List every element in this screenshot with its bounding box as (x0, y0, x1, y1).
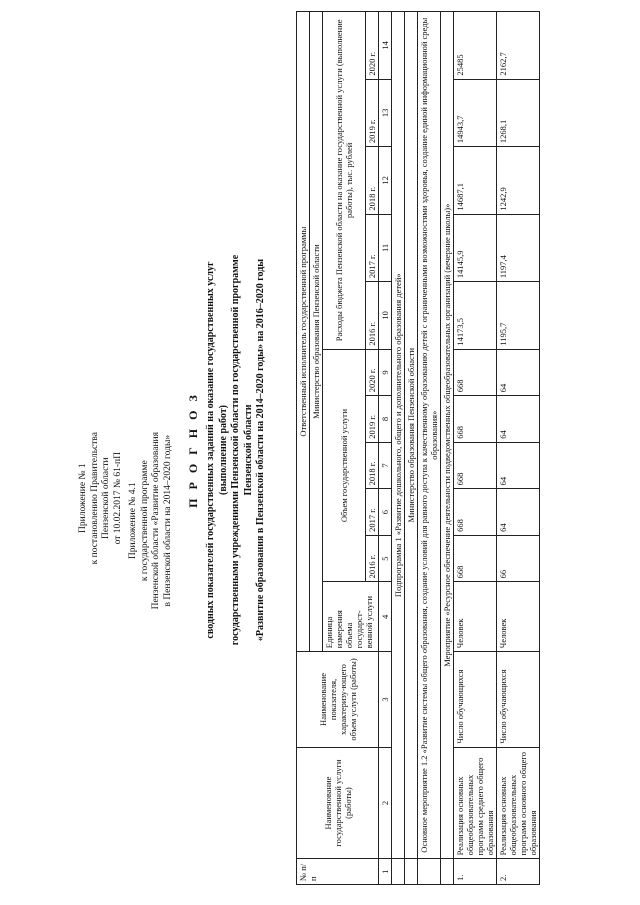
appendix-1-line: Пензенской области (101, 457, 111, 539)
header-indicator: Наименование показателя, характеризу-ющего объем услуги (работы) (297, 652, 379, 747)
year-header: 2016 г. (366, 282, 379, 350)
empty-cell (441, 859, 454, 885)
col-number: 4 (379, 582, 392, 652)
row-volume: 668 (454, 349, 497, 396)
row-expense: 14943,7 (454, 79, 497, 147)
row-expense: 2162,7 (497, 12, 540, 80)
header-unit: Единица измерения объема государст-венной услуги (323, 582, 379, 652)
appendix-1-line: к постановлению Правительства (89, 432, 100, 565)
measure-row (441, 12, 454, 885)
header-expenses: Расходы бюджета Пензенской области на оказание государственной услуги (выполнение работы), тыс. рублей (323, 12, 366, 350)
row-indicator: Число обучающихся (454, 652, 497, 747)
appendix-1-line: Приложение № 1 (78, 463, 88, 533)
ministry-row (405, 12, 418, 885)
row-service: Реализация основных общеобразовательных программ среднего общего образования (454, 747, 497, 859)
row-expense: 1197,4 (497, 214, 540, 282)
col-number: 2 (379, 747, 392, 859)
forecast-table (296, 11, 540, 885)
row-expense: 25485 (454, 12, 497, 80)
title-line: «Развитие образования в Пензенской области на 2014–2020 годы» на 2016–2020 годы (255, 258, 266, 642)
col-number: 3 (379, 652, 392, 747)
row-num: 1. (454, 859, 497, 885)
table-row (497, 12, 540, 885)
table-row (454, 12, 497, 885)
row-indicator: Число обучающихся (497, 652, 540, 747)
row-volume: 668 (454, 442, 497, 489)
row-volume: 64 (497, 489, 540, 536)
appendix-2-line: Приложение № 4.1 (128, 482, 138, 560)
appendix-2-line: Пензенской области «Развитие образования (151, 432, 161, 610)
row-expense: 14687,1 (454, 147, 497, 215)
year-header: 2019 г. (366, 79, 379, 147)
empty-cell (418, 859, 441, 885)
row-volume: 668 (454, 535, 497, 582)
row-expense: 14173,5 (454, 282, 497, 350)
row-expense: 1242,9 (497, 147, 540, 215)
subprogram-title: Подпрограмма 1 «Развитие дошкольного, общего и дополнительного образования детей» (392, 12, 405, 859)
year-header: 2018 г. (366, 442, 379, 489)
header-ministry: Министерство образования Пензенской области (310, 12, 323, 652)
col-number: 10 (379, 282, 392, 350)
year-header: 2016 г. (366, 535, 379, 582)
year-header: 2019 г. (366, 396, 379, 443)
year-header: 2017 г. (366, 489, 379, 536)
appendix-1-line: от 10.02.2017 № 61-пП (112, 452, 123, 545)
row-volume: 64 (497, 442, 540, 489)
row-volume: 668 (454, 489, 497, 536)
row-expense: 1195,7 (497, 282, 540, 350)
empty-cell (405, 859, 418, 885)
year-header: 2020 г. (366, 349, 379, 396)
header-responsible: Ответственный исполнитель государственной программы (297, 12, 310, 652)
appendix-2-line: к государственной программе (139, 460, 150, 582)
main-measure-row (418, 12, 441, 885)
row-expense: 14145,9 (454, 214, 497, 282)
empty-cell (392, 859, 405, 885)
row-expense: 1268,1 (497, 79, 540, 147)
title-line: государственными учреждениями Пензенской области по государственной программе Пензенской области (230, 254, 254, 646)
col-number: 12 (379, 147, 392, 215)
year-header: 2020 г. (366, 12, 379, 80)
col-number: 5 (379, 535, 392, 582)
row-volume: 66 (497, 535, 540, 582)
title-heading: П Р О Г Н О З (186, 392, 200, 508)
row-num: 2. (497, 859, 540, 885)
col-number: 14 (379, 12, 392, 80)
header-volume: Объем государственной услуги (323, 349, 366, 582)
row-service: Реализация основных общеобразовательных программ основного общего образования (497, 747, 540, 859)
document-title (186, 235, 268, 665)
main-measure-title: Основное мероприятие 1.2 «Развитие системы общего образования, создание условий для равного доступа к качественному образованию детей с ограниченными возможностями здоровья, создание единой информационной среды образования» (418, 12, 441, 859)
row-unit: Человек (454, 582, 497, 652)
col-number: 9 (379, 349, 392, 396)
column-number-row (379, 12, 392, 885)
year-header: 2017 г. (366, 214, 379, 282)
col-number: 8 (379, 396, 392, 443)
appendix-4-1-block (128, 432, 174, 609)
appendix-1-block (78, 432, 124, 564)
row-volume: 64 (497, 349, 540, 396)
subprogram-row (392, 12, 405, 885)
measure-title: Мероприятие «Ресурсное обеспечение деятельности подведомственных общеобразовательных организаций (вечерние школы)» (441, 12, 454, 859)
header-service-name: Наименование государственной услуги (работы) (297, 747, 379, 859)
header-row-1 (297, 12, 310, 885)
col-number: 11 (379, 214, 392, 282)
row-volume: 64 (497, 396, 540, 443)
col-number: 1 (379, 859, 392, 885)
ministry-title: Министерство образования Пензенской области (405, 12, 418, 859)
header-num: № п/п (297, 859, 379, 885)
col-number: 7 (379, 442, 392, 489)
row-unit: Человек (497, 582, 540, 652)
col-number: 6 (379, 489, 392, 536)
appendix-2-line: в Пензенской области на 2014–2020 годы» (162, 434, 173, 607)
col-number: 13 (379, 79, 392, 147)
year-header: 2018 г. (366, 147, 379, 215)
row-volume: 668 (454, 396, 497, 443)
title-line: сводных показателей государственных заданий на оказание государственных услуг (выполнение работ) (205, 261, 229, 639)
